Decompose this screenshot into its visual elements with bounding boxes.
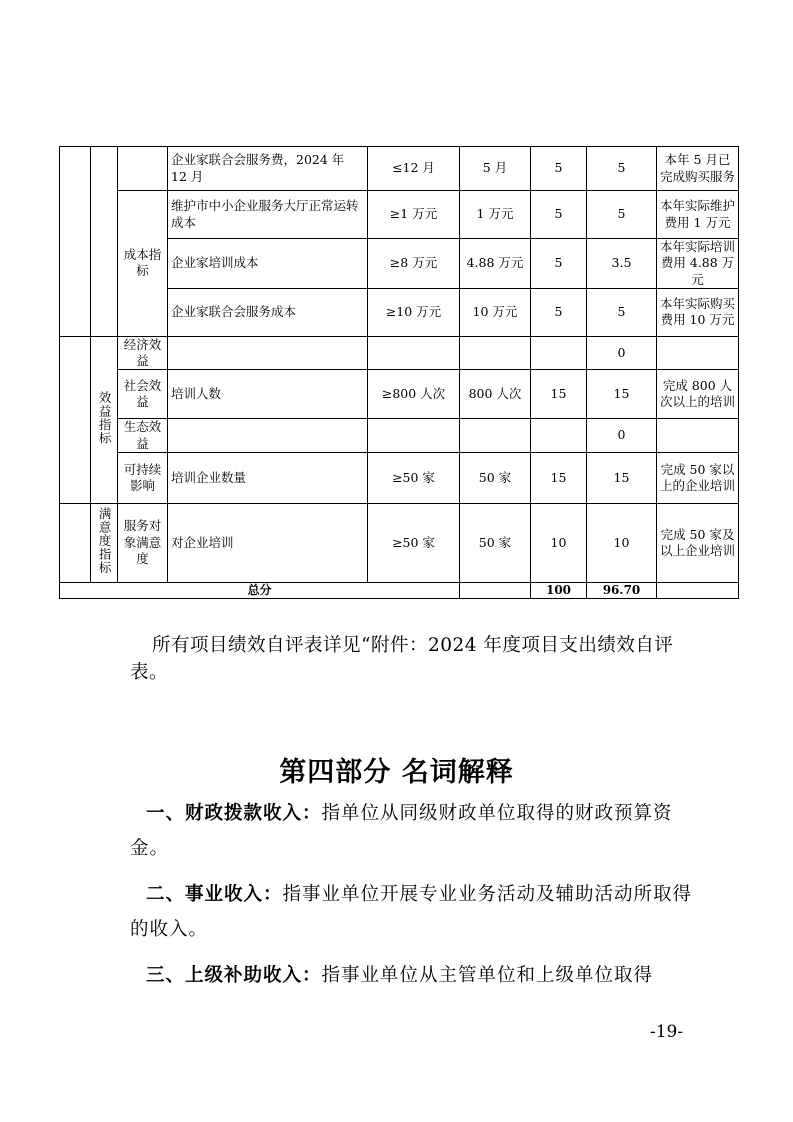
term-label: 一、财政拨款收入： — [146, 803, 322, 824]
score-value: 0 — [587, 419, 657, 453]
term-paragraph — [130, 958, 695, 993]
deviation-note: 完成 50 家及以上企业培训 — [657, 503, 739, 582]
target-value: ≤12 月 — [368, 147, 460, 191]
score-value: 3.5 — [587, 239, 657, 289]
actual-value: 800 人次 — [460, 370, 531, 419]
blank-cell — [60, 147, 91, 337]
cost-indicator-label: 成本指标 — [118, 191, 168, 337]
table-row — [60, 147, 739, 191]
blank-cell — [60, 503, 91, 582]
sub-indicator-sustainable: 可持续影响 — [118, 452, 168, 503]
deviation-note — [657, 336, 739, 370]
deviation-note — [657, 419, 739, 453]
weight-value: 5 — [531, 239, 587, 289]
deviation-note: 本年实际培训费用 4.88 万元 — [657, 239, 739, 289]
actual-value: 1 万元 — [460, 191, 531, 239]
table-row — [60, 336, 739, 370]
term-paragraph — [130, 877, 695, 947]
table-row — [60, 452, 739, 503]
deviation-note: 完成 50 家以上的企业培训 — [657, 452, 739, 503]
term-definition: 指事业单位开展专业业务活动及辅助活动所取得的收入。 — [130, 884, 693, 941]
indicator-name: 企业家培训成本 — [168, 239, 368, 289]
benefit-indicator-label: 效益指标 — [91, 336, 118, 503]
indicator-name: 维护市中小企业服务大厅正常运转成本 — [168, 191, 368, 239]
blank-cell — [657, 582, 739, 599]
weight-value: 10 — [531, 503, 587, 582]
indicator-name — [168, 419, 368, 453]
blank-cell — [460, 582, 531, 599]
sub-indicator-social: 社会效益 — [118, 370, 168, 419]
indicator-name — [168, 336, 368, 370]
table-row — [60, 370, 739, 419]
weight-value: 5 — [531, 147, 587, 191]
term-definition: 指单位从同级财政单位取得的财政预算资金。 — [130, 803, 673, 860]
term-definition: 指事业单位从主管单位和上级单位取得 — [321, 965, 654, 986]
weight-value: 5 — [531, 288, 587, 336]
table-row — [60, 191, 739, 239]
deviation-note: 本年实际维护费用 1 万元 — [657, 191, 739, 239]
term-paragraph — [130, 796, 695, 866]
sub-indicator-economic: 经济效益 — [118, 336, 168, 370]
score-value: 5 — [587, 191, 657, 239]
target-value: ≥10 万元 — [368, 288, 460, 336]
deviation-note: 完成 800 人次以上的培训 — [657, 370, 739, 419]
target-value — [368, 336, 460, 370]
weight-value — [531, 419, 587, 453]
weight-value: 5 — [531, 191, 587, 239]
section-title: 第四部分 名词解释 — [279, 757, 514, 788]
actual-value: 10 万元 — [460, 288, 531, 336]
total-score: 96.70 — [587, 582, 657, 599]
indicator-name: 对企业培训 — [168, 503, 368, 582]
performance-table — [59, 146, 739, 599]
total-row — [60, 582, 739, 599]
weight-value: 15 — [531, 370, 587, 419]
note-paragraph: 所有项目绩效自评表详见“附件：2024 年度项目支出绩效自评表。 — [130, 635, 674, 683]
table-row — [60, 419, 739, 453]
table-row — [60, 503, 739, 582]
score-value: 5 — [587, 288, 657, 336]
deviation-note: 本年 5 月已完成购买服务 — [657, 147, 739, 191]
target-value: ≥8 万元 — [368, 239, 460, 289]
score-value: 5 — [587, 147, 657, 191]
deviation-note: 本年实际购买费用 10 万元 — [657, 288, 739, 336]
score-value: 15 — [587, 452, 657, 503]
actual-value — [460, 419, 531, 453]
sub-indicator-service: 服务对象满意度 — [118, 503, 168, 582]
actual-value — [460, 336, 531, 370]
score-value: 10 — [587, 503, 657, 582]
target-value — [368, 419, 460, 453]
target-value: ≥800 人次 — [368, 370, 460, 419]
actual-value: 5 月 — [460, 147, 531, 191]
page-number: -19- — [650, 1022, 684, 1042]
total-weight: 100 — [531, 582, 587, 599]
actual-value: 50 家 — [460, 452, 531, 503]
indicator-name: 培训人数 — [168, 370, 368, 419]
target-value: ≥50 家 — [368, 452, 460, 503]
sub-indicator-ecological: 生态效益 — [118, 419, 168, 453]
actual-value: 50 家 — [460, 503, 531, 582]
satisfaction-indicator-label: 满意度指标 — [91, 503, 118, 582]
blank-cell — [118, 147, 168, 191]
term-label: 三、上级补助收入： — [146, 965, 322, 986]
total-label: 总分 — [60, 582, 460, 599]
blank-cell — [91, 147, 118, 337]
blank-cell — [60, 336, 91, 503]
score-value: 15 — [587, 370, 657, 419]
actual-value: 4.88 万元 — [460, 239, 531, 289]
target-value: ≥1 万元 — [368, 191, 460, 239]
term-label: 二、事业收入： — [146, 884, 283, 905]
score-value: 0 — [587, 336, 657, 370]
indicator-name: 企业家联合会服务成本 — [168, 288, 368, 336]
indicator-name: 培训企业数量 — [168, 452, 368, 503]
indicator-name: 企业家联合会服务费，2024 年 12 月 — [168, 147, 368, 191]
weight-value: 15 — [531, 452, 587, 503]
target-value: ≥50 家 — [368, 503, 460, 582]
weight-value — [531, 336, 587, 370]
